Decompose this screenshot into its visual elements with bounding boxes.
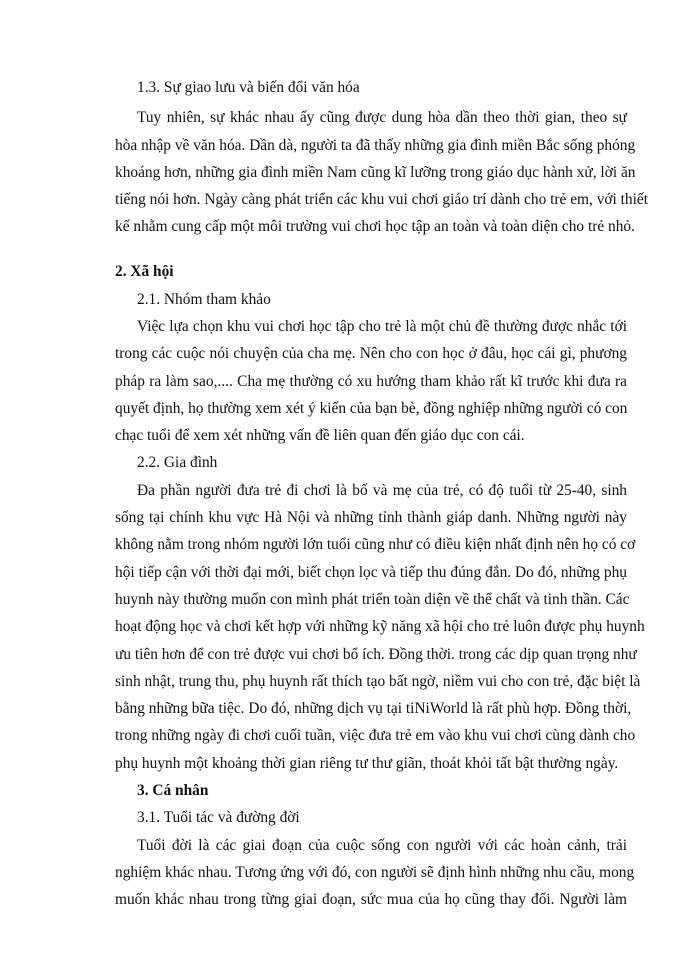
heading-3: 3. Cá nhân bbox=[137, 782, 209, 799]
paragraph-line: sinh nhật, trung thu, phụ huynh rất thích tạo bất ngờ, niềm vui cho con trẻ, đặc biệt là bbox=[115, 673, 641, 690]
heading-3-1: 3.1. Tuổi tác và đường đời bbox=[137, 809, 300, 826]
paragraph-line: khoáng hơn, những gia đình miền Nam cũng kĩ lưỡng trong giáo dục hành xử, lời ăn bbox=[115, 164, 636, 181]
heading-2: 2. Xã hội bbox=[115, 263, 174, 280]
heading-1-3: 1.3. Sự giao lưu và biến đổi văn hóa bbox=[137, 79, 360, 96]
paragraph-line: hòa nhập về văn hóa. Dần dà, người ta đã thấy những gia đình miền Bắc sống phóng bbox=[115, 137, 636, 154]
paragraph-line: pháp ra làm sao,.... Cha mẹ thường có xu hướng tham khảo rất kĩ trước khi đưa ra bbox=[115, 373, 627, 390]
heading-2-2: 2.2. Gia đình bbox=[137, 454, 218, 471]
paragraph-line: hội tiếp cận với thời đại mới, biết chọn lọc và tiếp thu đúng đắn. Do đó, những phụ bbox=[115, 564, 627, 581]
paragraph-line: phụ huynh một khoảng thời gian riêng tư thư giãn, thoát khỏi tất bật thường ngày. bbox=[115, 755, 619, 772]
heading-2-1: 2.1. Nhóm tham khảo bbox=[137, 291, 271, 308]
paragraph-line: bằng những bữa tiệc. Do đó, những dịch vụ tại tiNiWorld là rất phù hợp. Đồng thời, bbox=[115, 700, 632, 717]
paragraph-line: Việc lựa chọn khu vui chơi học tập cho trẻ là một chủ đề thường được nhắc tới bbox=[137, 318, 627, 335]
paragraph-line: sống tại chính khu vực Hà Nội và những tỉnh thành giáp danh. Những người này bbox=[115, 509, 627, 526]
paragraph-line: tiếng nói hơn. Ngày càng phát triển các khu vui chơi giáo trí dành cho trẻ em, với thiết bbox=[115, 191, 649, 208]
paragraph-line: muốn khác nhau trong từng giai đoạn, sức mua của họ cũng thay đổi. Người làm bbox=[115, 891, 627, 908]
paragraph-line: trong những ngày đi chơi cuối tuần, việc đưa trẻ em vào khu vui chơi cùng dành cho bbox=[115, 727, 636, 744]
paragraph-line: trong các cuộc nói chuyện của cha mẹ. Nên cho con học ở đâu, học cái gì, phương bbox=[115, 345, 627, 362]
paragraph-line: Tuổi đời là các giai đoạn của cuộc sống con người với các hoàn cảnh, trải bbox=[137, 837, 627, 854]
paragraph-line: Đa phần người đưa trẻ đi chơi là bố và mẹ của trẻ, có độ tuổi từ 25-40, sinh bbox=[137, 482, 627, 499]
paragraph-line: không nằm trong nhóm người lớn tuổi cũng như có điều kiện nhất định nên họ có cơ bbox=[115, 536, 636, 553]
paragraph-line: nghiệm khác nhau. Tương ứng với đó, con người sẽ định hình những nhu cầu, mong bbox=[115, 864, 635, 881]
paragraph-line: Tuy nhiên, sự khác nhau ấy cũng được dung hòa dần theo thời gian, theo sự bbox=[137, 109, 627, 126]
paragraph-line: hoạt động học và chơi kết hợp với những kỹ năng xã hội cho trẻ luôn được phụ huynh bbox=[115, 618, 645, 635]
paragraph-line: kế nhằm cung cấp một môi trường vui chơi học tập an toàn và toàn diện cho trẻ nhỏ. bbox=[115, 218, 635, 235]
paragraph-line: huynh này thường muốn con mình phát triển toàn diện về thể chất và tinh thần. Các bbox=[115, 591, 630, 608]
paragraph-line: chạc tuổi để xem xét những vấn đề liên quan đến giáo dục con cái. bbox=[115, 427, 525, 444]
paragraph-line: ưu tiên hơn để con trẻ được vui chơi bổ ích. Đồng thời. trong các dịp quan trọng như bbox=[115, 646, 637, 663]
paragraph-line: quyết định, họ thường xem xét ý kiến của bạn bè, đồng nghiệp những người có con bbox=[115, 400, 628, 417]
